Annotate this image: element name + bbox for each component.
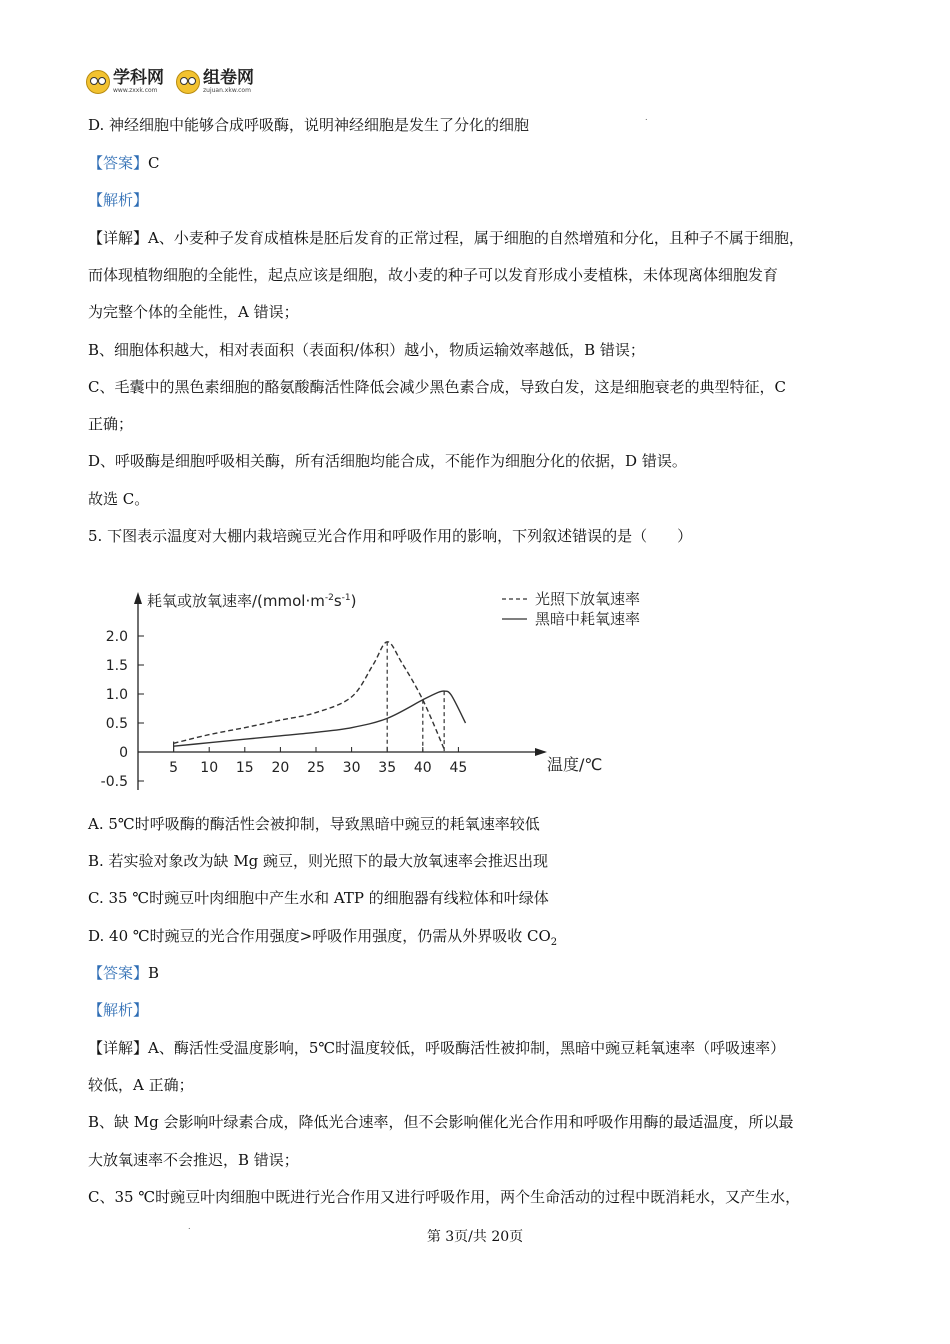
x-tick-label: 15 bbox=[235, 760, 254, 776]
chart-ylabel: 耗氧或放氧速率$/(mmol\cdot m^{-2}s^{-1})$ bbox=[147, 592, 357, 610]
series-line-dark-oxygen-consumption bbox=[174, 691, 466, 746]
legend-label-dark: 黑暗中耗氧速率 bbox=[535, 610, 641, 628]
logo-url: www.zxxk.com bbox=[113, 87, 158, 94]
q4-analysis-tag: 【解析】 bbox=[88, 191, 149, 209]
y-tick-label: 0 bbox=[119, 745, 128, 761]
q4-detail-line: 正确； bbox=[88, 415, 134, 433]
legend-label-light: 光照下放氧速率 bbox=[535, 590, 641, 608]
answer-tag: 【答案】 bbox=[88, 964, 149, 982]
y-tick-label: -0.5 bbox=[100, 774, 128, 790]
x-tick-label: 5 bbox=[169, 760, 179, 776]
x-tick-label: 20 bbox=[271, 760, 290, 776]
detail-tag: 【详解】 bbox=[88, 229, 149, 247]
detail-tag: 【详解】 bbox=[88, 1039, 149, 1057]
q5-detail-line: 【详解】A、酶活性受温度影响，5℃时温度较低，呼吸酶活性被抑制，黑暗中豌豆耗氧速率（呼吸速率） bbox=[88, 1039, 786, 1057]
x-tick-label: 25 bbox=[307, 760, 325, 776]
stray-dot: . bbox=[188, 1222, 191, 1231]
chart-axes bbox=[134, 592, 547, 790]
x-tick-label: 45 bbox=[449, 760, 468, 776]
answer-value: C bbox=[148, 154, 160, 172]
q5-option-a: A. 5℃时呼吸酶的酶活性会被抑制，导致黑暗中豌豆的耗氧速率较低 bbox=[88, 815, 540, 833]
q5-detail-line: 大放氧速率不会推迟，B 错误； bbox=[88, 1151, 299, 1169]
x-tick-label: 35 bbox=[378, 760, 397, 776]
q4-answer bbox=[88, 153, 160, 173]
q5-detail-line: C、35 ℃时豌豆叶肉细胞中既进行光合作用又进行呼吸作用，两个生命活动的过程中既消耗水，又产生水， bbox=[88, 1188, 801, 1206]
q4-detail-line: 为完整个体的全能性，A 错误； bbox=[88, 303, 299, 321]
q5-analysis-tag: 【解析】 bbox=[88, 1001, 149, 1019]
owl-icon bbox=[176, 70, 200, 94]
q5-stem: 5. 下图表示温度对大棚内栽培豌豆光合作用和呼吸作用的影响，下列叙述错误的是（ ） bbox=[88, 527, 693, 545]
q4-detail-line: 【详解】A、小麦种子发育成植株是胚后发育的正常过程，属于细胞的自然增殖和分化，且种子不属于细胞， bbox=[88, 229, 804, 247]
q4-detail-line: B、细胞体积越大，相对表面积（表面积/体积）越小，物质运输效率越低，B 错误； bbox=[88, 341, 645, 359]
logo-title: 学科网 bbox=[113, 68, 164, 88]
y-tick-label: 1.5 bbox=[105, 658, 128, 674]
stray-dot: . bbox=[645, 113, 648, 122]
y-axis-arrow-icon bbox=[134, 592, 142, 604]
q4-option-d: D. 神经细胞中能够合成呼吸酶，说明神经细胞是发生了分化的细胞 bbox=[88, 116, 530, 134]
q4-detail-line: 而体现植物细胞的全能性，起点应该是细胞，故小麦的种子可以发育形成小麦植株，未体现离体细胞发育 bbox=[88, 266, 779, 284]
chart-ticks bbox=[101, 629, 468, 790]
x-tick-label: 10 bbox=[200, 760, 219, 776]
x-tick-label: 30 bbox=[342, 760, 361, 776]
q4-detail-line: C、毛囊中的黑色素细胞的酪氨酸酶活性降低会减少黑色素合成，导致白发，这是细胞衰老的典型特征，C bbox=[88, 378, 786, 396]
zxxk-logo[interactable] bbox=[86, 70, 164, 94]
answer-value: B bbox=[148, 964, 160, 982]
x-axis-arrow-icon bbox=[535, 748, 547, 756]
logo-title: 组卷网 bbox=[203, 68, 254, 88]
x-tick-label: 40 bbox=[413, 760, 432, 776]
q4-conclusion: 故选 C。 bbox=[88, 490, 150, 508]
zujuan-logo[interactable] bbox=[176, 70, 254, 94]
y-tick-label: 0.5 bbox=[105, 716, 128, 732]
chart-marks bbox=[174, 642, 466, 752]
temperature-rate-chart bbox=[95, 578, 675, 800]
q5-answer bbox=[88, 963, 159, 983]
q5-option-b: B. 若实验对象改为缺 Mg 豌豆，则光照下的最大放氧速率会推迟出现 bbox=[88, 852, 549, 870]
chart-xlabel: 温度/℃ bbox=[547, 755, 603, 774]
page-footer: 第 3页/共 20页 bbox=[426, 1229, 524, 1245]
answer-tag: 【答案】 bbox=[88, 154, 149, 172]
q5-option-d: D. 40 ℃时豌豆的光合作用强度>呼吸作用强度，仍需从外界吸收 $CO_2$ bbox=[88, 927, 558, 948]
logo-url: zujuan.xkw.com bbox=[203, 87, 251, 94]
q4-detail-line: D、呼吸酶是细胞呼吸相关酶，所有活细胞均能合成，不能作为细胞分化的依据，D 错误。 bbox=[88, 452, 687, 470]
header-logos bbox=[86, 70, 254, 94]
q5-detail-line: 较低，A 正确； bbox=[88, 1076, 194, 1094]
y-tick-label: 2.0 bbox=[105, 629, 128, 645]
owl-icon bbox=[86, 70, 110, 94]
q5-option-c: C. 35 ℃时豌豆叶肉细胞中产生水和 ATP 的细胞器有线粒体和叶绿体 bbox=[88, 889, 549, 907]
q5-detail-line: B、缺 Mg 会影响叶绿素合成，降低光合速率，但不会影响催化光合作用和呼吸作用酶的最适温度，所以最 bbox=[88, 1113, 794, 1131]
y-tick-label: 1.0 bbox=[105, 687, 128, 703]
